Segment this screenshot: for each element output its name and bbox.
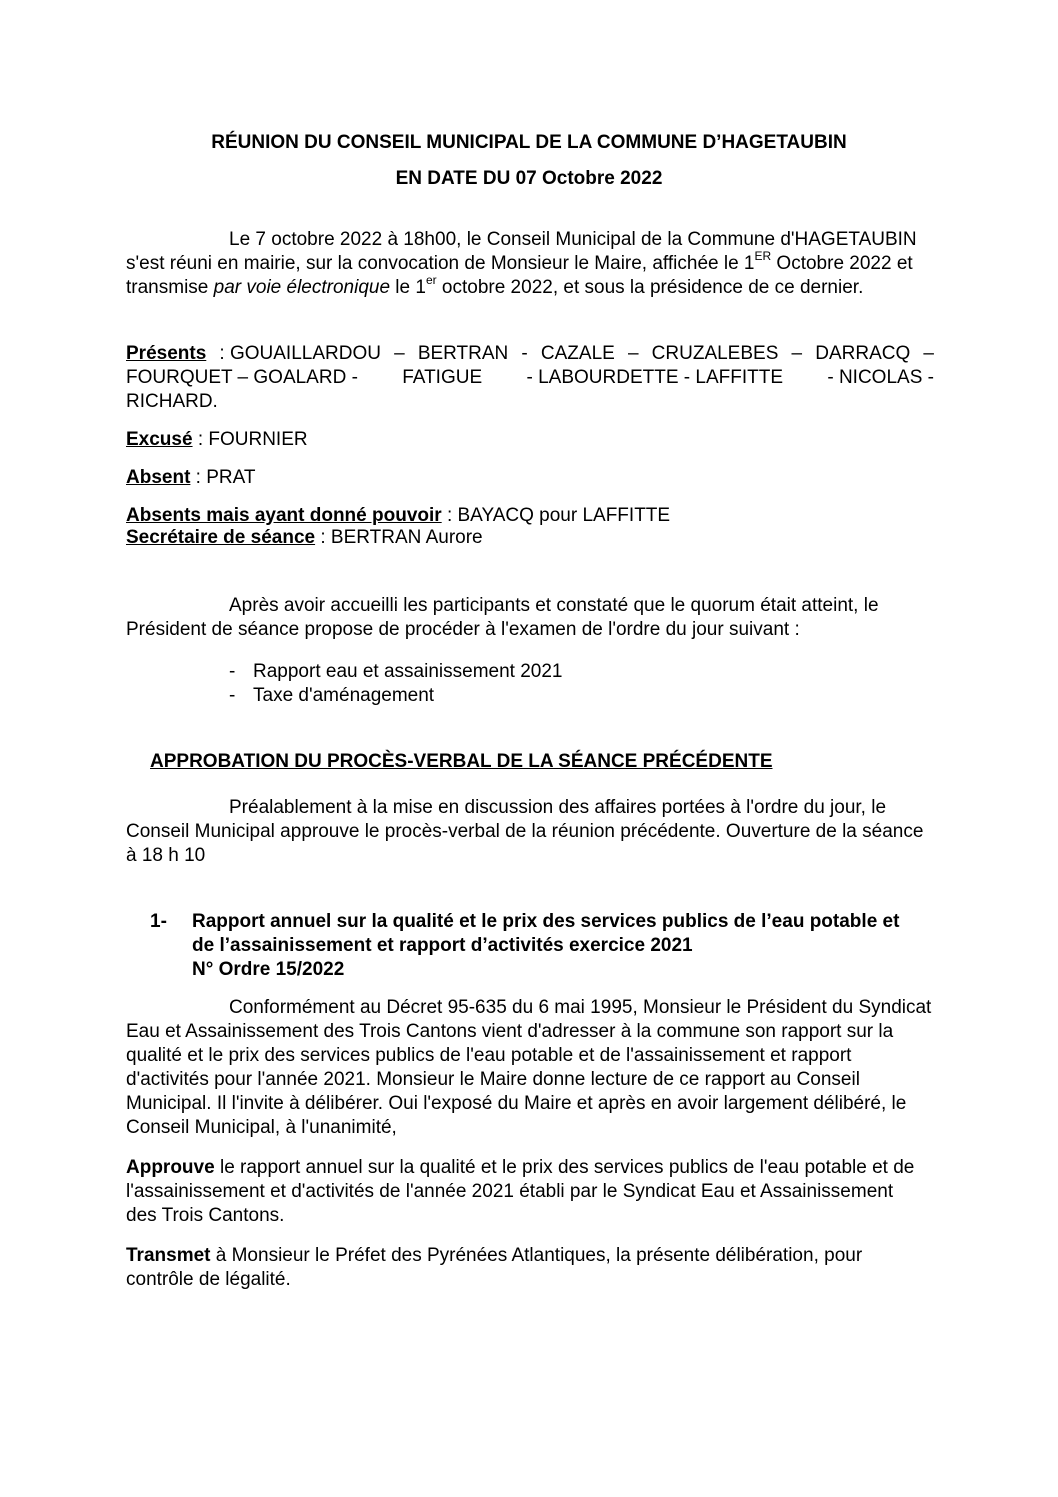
presents-label: Présents — [126, 343, 207, 364]
transmet-label: Transmet — [126, 1245, 211, 1266]
approuve-line: l'assainissement et d'activités de l'année 2021 établi par le Syndicat Eau et Assainissement — [126, 1181, 894, 1202]
item1-paragraph-line: d'activités pour l'année 2021. Monsieur le Maire donne lecture de ce rapport au Conseil — [126, 1069, 860, 1090]
transmet-line: contrôle de légalité. — [126, 1269, 291, 1290]
quorum-line-1: Après avoir accueilli les participants et constaté que le quorum était atteint, le — [229, 595, 879, 616]
item1-paragraph-line: Municipal. Il l'invite à délibérer. Oui l'exposé du Maire et après en avoir largement délibéré, le — [126, 1093, 907, 1114]
item1-paragraph-line: Conformément au Décret 95-635 du 6 mai 1995, Monsieur le Président du Syndicat — [229, 997, 932, 1018]
item1-heading-line-1: Rapport annuel sur la qualité et le prix des services publics de l’eau potable et — [192, 911, 900, 932]
item1-heading-line-2: de l’assainissement et rapport d’activités exercice 2021 — [192, 935, 693, 956]
agenda-item: - Taxe d'aménagement — [229, 685, 435, 706]
excuse-line: Excusé : FOURNIER — [126, 429, 308, 450]
secretaire-line: Secrétaire de séance : BERTRAN Aurore — [126, 527, 483, 548]
item1-paragraph-line: qualité et le prix des services publics de l'eau potable et de l'assainissement et rapport — [126, 1045, 852, 1066]
approbation-line-1: Préalablement à la mise en discussion des affaires portées à l'ordre du jour, le — [229, 797, 887, 818]
document-title: RÉUNION DU CONSEIL MUNICIPAL DE LA COMMUNE D’HAGETAUBIN — [211, 132, 847, 153]
intro-line-2: s'est réuni en mairie, sur la convocation de Monsieur le Maire, affichée le 1ER Octobre 2022 et — [126, 248, 913, 274]
quorum-line-2: Président de séance propose de procéder à l'examen de l'ordre du jour suivant : — [126, 619, 800, 640]
intro-line-3: transmise par voie électronique le 1er octobre 2022, et sous la présidence de ce dernier. — [126, 272, 864, 298]
pouvoir-line: Absents mais ayant donné pouvoir : BAYACQ pour LAFFITTE — [126, 505, 671, 526]
presents-line-2: FOURQUET – GOALARD - FATIGUE - LABOURDETTE - LAFFITTE - NICOLAS - — [126, 367, 934, 388]
document-date-title: EN DATE DU 07 Octobre 2022 — [395, 168, 663, 189]
approbation-heading: APPROBATION DU PROCÈS-VERBAL DE LA SÉANCE PRÉCÉDENTE — [150, 751, 773, 772]
item1-number: 1- — [150, 911, 167, 932]
approbation-line-2: Conseil Municipal approuve le procès-verbal de la réunion précédente. Ouverture de la séance — [126, 821, 924, 842]
presents-line-3: RICHARD. — [126, 391, 218, 412]
agenda-item: - Rapport eau et assainissement 2021 — [229, 661, 563, 682]
approbation-line-3: à 18 h 10 — [126, 845, 206, 866]
intro-line-1: Le 7 octobre 2022 à 18h00, le Conseil Municipal de la Commune d'HAGETAUBIN — [229, 229, 917, 250]
approuve-line: Approuve le rapport annuel sur la qualité et le prix des services publics de l'eau potable et de — [126, 1157, 915, 1178]
item1-paragraph-line: Conseil Municipal, à l'unanimité, — [126, 1117, 397, 1138]
item1-paragraph-line: Eau et Assainissement des Trois Cantons vient d'adresser à la commune son rapport sur la — [126, 1021, 894, 1042]
presents-line-1: Présents : GOUAILLARDOU – BERTRAN - CAZALE – CRUZALEBES – DARRACQ – — [126, 343, 934, 364]
approuve-line: des Trois Cantons. — [126, 1205, 285, 1226]
absent-line: Absent : PRAT — [126, 467, 256, 488]
item1-order-number: N° Ordre 15/2022 — [192, 959, 345, 980]
approuve-label: Approuve — [126, 1157, 215, 1178]
transmet-line: Transmet à Monsieur le Préfet des Pyrénées Atlantiques, la présente délibération, pour — [126, 1245, 863, 1266]
